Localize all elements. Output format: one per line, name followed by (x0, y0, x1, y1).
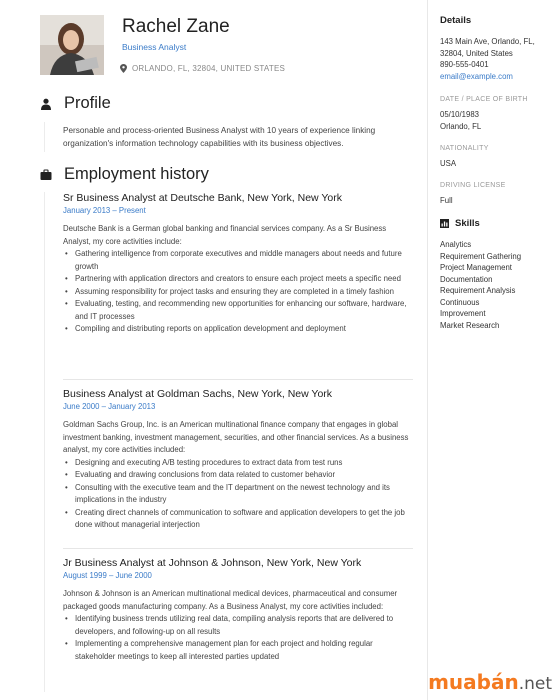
job-entry-goldman-sachs (63, 388, 413, 532)
phone-text: 890-555-0401 (440, 60, 489, 69)
job-separator (63, 379, 413, 380)
list-item: • Evaluating and drawing conclusions from data related to customer behavior (63, 469, 413, 482)
profile-photo-image (40, 15, 104, 75)
list-item: • Designing and executing A/B testing procedures to extract data from test runs (63, 457, 413, 470)
job-dates: January 2013 – Present (63, 206, 146, 215)
job-heading: Business Analyst at Goldman Sachs, New York, New York (63, 388, 333, 400)
list-item: • Compiling and distributing reports on application development and deployment (63, 323, 413, 336)
bar-chart-icon (440, 219, 449, 228)
license-label: DRIVING LICENSE (440, 181, 506, 189)
job-description: Goldman Sachs Group, Inc. is an American multinational finance company that engages in global investment banking, investment management, securities, and other financial services. As a business analyst, my core activities included: (63, 420, 409, 454)
list-item: Documentation (440, 274, 493, 284)
birth-date: 05/10/1983 (440, 110, 480, 119)
birth-place: Orlando, FL (440, 121, 482, 131)
list-item: • Consulting with the executive team and the IT department on the newest technology and its implications in the industry (63, 482, 413, 507)
watermark-brand: muabán (428, 670, 519, 694)
list-item: Market Research (440, 320, 500, 330)
location-pin-icon (120, 64, 127, 73)
list-item: • Identifying business trends utilizing real data, compiling analysis reports that are delivered to developers, and following-up on all results (63, 613, 413, 638)
nationality-label: NATIONALITY (440, 145, 489, 152)
candidate-name: Rachel Zane (122, 16, 230, 37)
list-item: • Evaluating, testing, and recommending new opportunities for enhancing our software, hardware, and IT processes (63, 298, 413, 323)
address-text: 143 Main Ave, Orlando, FL, 32804, United States (440, 37, 535, 58)
job-dates: June 2000 – January 2013 (63, 402, 156, 411)
watermark-tld: .net (518, 674, 552, 694)
email-link[interactable]: email@example.com (440, 71, 513, 81)
employment-heading: Employment history (64, 165, 209, 183)
list-item: Continuous Improvement (440, 297, 486, 318)
job-dates: August 1999 – June 2000 (63, 571, 152, 580)
watermark-logo (428, 670, 552, 694)
profile-rule (44, 122, 45, 152)
job-entry-johnson-johnson (63, 557, 413, 663)
job-bullets (63, 613, 413, 663)
skills-list (440, 239, 558, 331)
job-description: Deutsche Bank is a German global banking and financial services company. As a Sr Business Analyst, my core activities include: (63, 224, 387, 246)
license-value: Full (440, 195, 453, 205)
location-line (120, 64, 285, 73)
profile-section-heading (40, 94, 111, 113)
list-item: Requirement Gathering (440, 251, 522, 261)
candidate-title: Business Analyst (122, 42, 187, 52)
profile-heading: Profile (64, 94, 111, 112)
job-entry-deutsche-bank (63, 192, 413, 336)
list-item: Analytics (440, 240, 472, 249)
list-item: • Assuming responsibility for project tasks and ensuring they are completed in a timely fashion (63, 286, 413, 299)
details-sidebar (427, 0, 560, 700)
list-item: Requirement Analysis (440, 286, 516, 295)
job-separator (63, 548, 413, 549)
profile-photo (40, 15, 104, 75)
job-description: Johnson & Johnson is an American multinational medical devices, pharmaceutical and consumer packaged goods manufacturing company. As a Business Analyst, my core activities included: (63, 589, 398, 611)
location-text: ORLANDO, FL, 32804, UNITED STATES (132, 64, 286, 73)
employment-rule (44, 192, 45, 692)
person-icon (40, 98, 52, 110)
details-heading: Details (440, 15, 472, 26)
employment-section-heading (40, 165, 209, 184)
skills-section-heading (440, 218, 558, 229)
skills-heading: Skills (455, 218, 480, 229)
list-item: • Implementing a comprehensive management plan for each project and holding regular stakeholder meetings to keep all interested parties updated (63, 638, 413, 663)
list-item: Project Management (440, 263, 512, 272)
job-heading: Sr Business Analyst at Deutsche Bank, New York, New York (63, 192, 342, 204)
birth-label: DATE / PLACE OF BIRTH (440, 96, 528, 103)
nationality-value: USA (440, 159, 457, 168)
job-bullets (63, 248, 413, 336)
job-bullets (63, 457, 413, 532)
profile-summary: Personable and process-oriented Business Analyst with 10 years of experience linking organization's information technology capabilities with its business objectives. (63, 126, 376, 148)
briefcase-icon (40, 169, 52, 181)
list-item: • Gathering intelligence from corporate executives and middle managers about needs and future growth (63, 248, 413, 273)
list-item: • Partnering with application directors and creators to ensure each project meets a specific need (63, 273, 413, 286)
job-heading: Jr Business Analyst at Johnson & Johnson, New York, New York (63, 557, 362, 569)
list-item: • Creating direct channels of communication to software and application developers to get the job done without managerial interjection (63, 507, 413, 532)
